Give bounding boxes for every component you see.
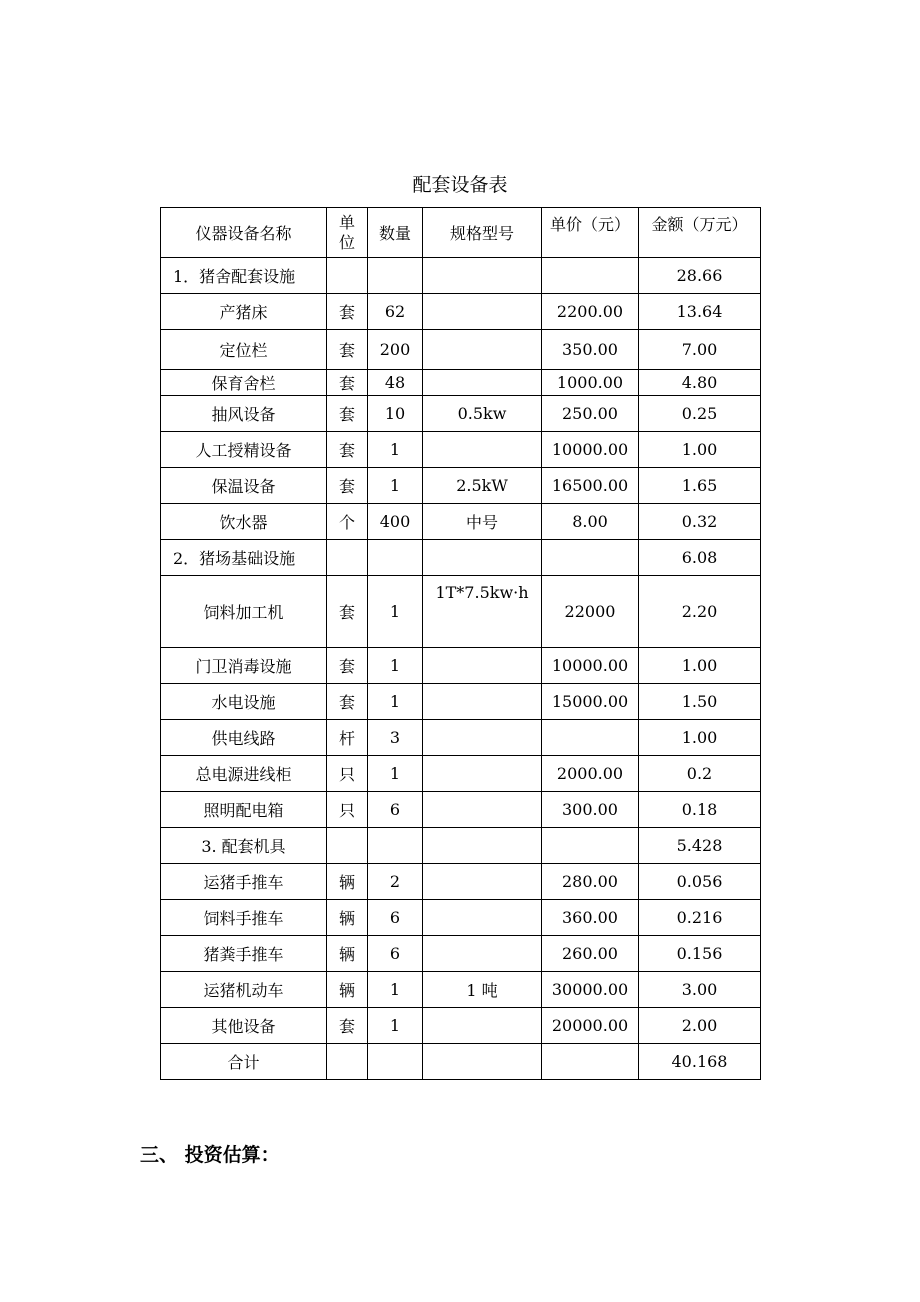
- cell-qty: 2: [368, 864, 423, 900]
- cell-name: 其他设备: [161, 1008, 327, 1044]
- cell-name: 水电设施: [161, 684, 327, 720]
- cell-spec: [423, 432, 542, 468]
- cell-unit: 辆: [327, 864, 368, 900]
- cell-qty: 1: [368, 648, 423, 684]
- cell-qty: 1: [368, 972, 423, 1008]
- cell-price: 300.00: [542, 792, 639, 828]
- table-row: [161, 864, 761, 900]
- cell-qty: 6: [368, 936, 423, 972]
- cell-amount: 0.25: [639, 396, 761, 432]
- cell-qty: 3: [368, 720, 423, 756]
- cell-qty: 6: [368, 792, 423, 828]
- cell-unit: [327, 258, 368, 294]
- cell-amount: 6.08: [639, 540, 761, 576]
- cell-amount: 7.00: [639, 330, 761, 370]
- table-row: [161, 576, 761, 648]
- cell-name: 3. 配套机具: [161, 828, 327, 864]
- cell-amount: 40.168: [639, 1044, 761, 1080]
- cell-spec: [423, 900, 542, 936]
- header-price: 单价（元）: [542, 208, 639, 258]
- cell-name: 抽风设备: [161, 396, 327, 432]
- cell-unit: [327, 1044, 368, 1080]
- cell-name: 猪粪手推车: [161, 936, 327, 972]
- cell-amount: 0.2: [639, 756, 761, 792]
- header-qty: 数量: [368, 208, 423, 258]
- table-row: [161, 756, 761, 792]
- cell-name: 照明配电箱: [161, 792, 327, 828]
- cell-spec: [423, 756, 542, 792]
- table-row: [161, 720, 761, 756]
- cell-qty: 1: [368, 468, 423, 504]
- section-heading: 三、 投资估算：: [140, 1144, 280, 1166]
- table-row: [161, 828, 761, 864]
- cell-amount: 1.00: [639, 648, 761, 684]
- cell-amount: 2.00: [639, 1008, 761, 1044]
- header-amount: 金额（万元）: [639, 208, 761, 258]
- cell-name: 合计: [161, 1044, 327, 1080]
- cell-unit: 套: [327, 330, 368, 370]
- cell-spec: [423, 648, 542, 684]
- cell-amount: 1.50: [639, 684, 761, 720]
- cell-price: 360.00: [542, 900, 639, 936]
- cell-unit: 辆: [327, 936, 368, 972]
- cell-qty: 200: [368, 330, 423, 370]
- cell-price: 1000.00: [542, 370, 639, 396]
- cell-amount: 0.056: [639, 864, 761, 900]
- cell-price: 8.00: [542, 504, 639, 540]
- cell-spec: [423, 370, 542, 396]
- cell-spec: [423, 540, 542, 576]
- cell-spec: [423, 1008, 542, 1044]
- equipment-table: [160, 207, 761, 1080]
- cell-qty: 6: [368, 900, 423, 936]
- cell-spec: [423, 258, 542, 294]
- table-row: [161, 504, 761, 540]
- cell-unit: 套: [327, 396, 368, 432]
- cell-unit: 套: [327, 576, 368, 648]
- cell-amount: 0.216: [639, 900, 761, 936]
- cell-qty: [368, 258, 423, 294]
- cell-qty: [368, 540, 423, 576]
- cell-price: [542, 258, 639, 294]
- table-row: [161, 972, 761, 1008]
- cell-qty: 1: [368, 576, 423, 648]
- cell-name: 定位栏: [161, 330, 327, 370]
- cell-price: 350.00: [542, 330, 639, 370]
- cell-price: 20000.00: [542, 1008, 639, 1044]
- cell-amount: 5.428: [639, 828, 761, 864]
- cell-name: 人工授精设备: [161, 432, 327, 468]
- cell-price: 30000.00: [542, 972, 639, 1008]
- cell-unit: 套: [327, 468, 368, 504]
- table-body: [161, 258, 761, 1080]
- cell-unit: 套: [327, 648, 368, 684]
- cell-name: 总电源进线柜: [161, 756, 327, 792]
- cell-name: 保育舍栏: [161, 370, 327, 396]
- cell-spec: 中号: [423, 504, 542, 540]
- cell-amount: 1.00: [639, 432, 761, 468]
- cell-price: 15000.00: [542, 684, 639, 720]
- cell-unit: [327, 828, 368, 864]
- table-row: [161, 258, 761, 294]
- cell-name: 运猪手推车: [161, 864, 327, 900]
- cell-amount: 0.32: [639, 504, 761, 540]
- cell-unit: 辆: [327, 900, 368, 936]
- cell-qty: 1: [368, 1008, 423, 1044]
- cell-name: 供电线路: [161, 720, 327, 756]
- cell-amount: 1.00: [639, 720, 761, 756]
- cell-price: [542, 828, 639, 864]
- header-name: 仪器设备名称: [161, 208, 327, 258]
- cell-unit: 辆: [327, 972, 368, 1008]
- cell-name: 1．猪舍配套设施: [161, 258, 327, 294]
- cell-price: 280.00: [542, 864, 639, 900]
- cell-qty: [368, 828, 423, 864]
- cell-spec: [423, 684, 542, 720]
- cell-qty: 1: [368, 432, 423, 468]
- cell-qty: 1: [368, 684, 423, 720]
- cell-name: 饲料加工机: [161, 576, 327, 648]
- table-row: [161, 936, 761, 972]
- table-row: [161, 432, 761, 468]
- cell-price: 2000.00: [542, 756, 639, 792]
- cell-qty: [368, 1044, 423, 1080]
- cell-unit: 个: [327, 504, 368, 540]
- table-header-row: [161, 208, 761, 258]
- cell-spec: 1T*7.5kw·h: [423, 576, 542, 648]
- cell-unit: 套: [327, 1008, 368, 1044]
- cell-amount: 3.00: [639, 972, 761, 1008]
- cell-spec: [423, 330, 542, 370]
- table-row: [161, 370, 761, 396]
- header-spec: 规格型号: [423, 208, 542, 258]
- cell-spec: [423, 828, 542, 864]
- table-row: [161, 1044, 761, 1080]
- table-row: [161, 1008, 761, 1044]
- cell-price: [542, 540, 639, 576]
- cell-amount: 28.66: [639, 258, 761, 294]
- cell-unit: 套: [327, 370, 368, 396]
- cell-qty: 1: [368, 756, 423, 792]
- cell-price: 260.00: [542, 936, 639, 972]
- cell-price: 10000.00: [542, 648, 639, 684]
- cell-qty: 62: [368, 294, 423, 330]
- cell-spec: 2.5kW: [423, 468, 542, 504]
- cell-price: 22000: [542, 576, 639, 648]
- cell-unit: 套: [327, 684, 368, 720]
- table-row: [161, 396, 761, 432]
- cell-price: 10000.00: [542, 432, 639, 468]
- table-row: [161, 540, 761, 576]
- cell-spec: 1 吨: [423, 972, 542, 1008]
- cell-price: 16500.00: [542, 468, 639, 504]
- cell-name: 产猪床: [161, 294, 327, 330]
- table-title: 配套设备表: [412, 174, 508, 196]
- cell-unit: [327, 540, 368, 576]
- cell-spec: [423, 936, 542, 972]
- table-row: [161, 792, 761, 828]
- table-row: [161, 468, 761, 504]
- cell-price: [542, 720, 639, 756]
- cell-spec: [423, 864, 542, 900]
- cell-amount: 0.156: [639, 936, 761, 972]
- cell-spec: [423, 1044, 542, 1080]
- cell-spec: [423, 294, 542, 330]
- cell-amount: 1.65: [639, 468, 761, 504]
- table-row: [161, 294, 761, 330]
- cell-amount: 2.20: [639, 576, 761, 648]
- cell-amount: 13.64: [639, 294, 761, 330]
- cell-qty: 400: [368, 504, 423, 540]
- table-row: [161, 900, 761, 936]
- header-unit: 单 位: [327, 208, 368, 258]
- cell-name: 饮水器: [161, 504, 327, 540]
- cell-price: 250.00: [542, 396, 639, 432]
- cell-name: 2．猪场基础设施: [161, 540, 327, 576]
- cell-spec: 0.5kw: [423, 396, 542, 432]
- table-row: [161, 684, 761, 720]
- cell-price: [542, 1044, 639, 1080]
- cell-name: 饲料手推车: [161, 900, 327, 936]
- cell-amount: 4.80: [639, 370, 761, 396]
- cell-spec: [423, 792, 542, 828]
- table-row: [161, 648, 761, 684]
- cell-unit: 只: [327, 792, 368, 828]
- cell-amount: 0.18: [639, 792, 761, 828]
- cell-name: 运猪机动车: [161, 972, 327, 1008]
- cell-qty: 48: [368, 370, 423, 396]
- table-row: [161, 330, 761, 370]
- cell-unit: 杆: [327, 720, 368, 756]
- cell-unit: 只: [327, 756, 368, 792]
- cell-name: 门卫消毒设施: [161, 648, 327, 684]
- cell-spec: [423, 720, 542, 756]
- cell-unit: 套: [327, 432, 368, 468]
- cell-qty: 10: [368, 396, 423, 432]
- cell-unit: 套: [327, 294, 368, 330]
- cell-price: 2200.00: [542, 294, 639, 330]
- cell-name: 保温设备: [161, 468, 327, 504]
